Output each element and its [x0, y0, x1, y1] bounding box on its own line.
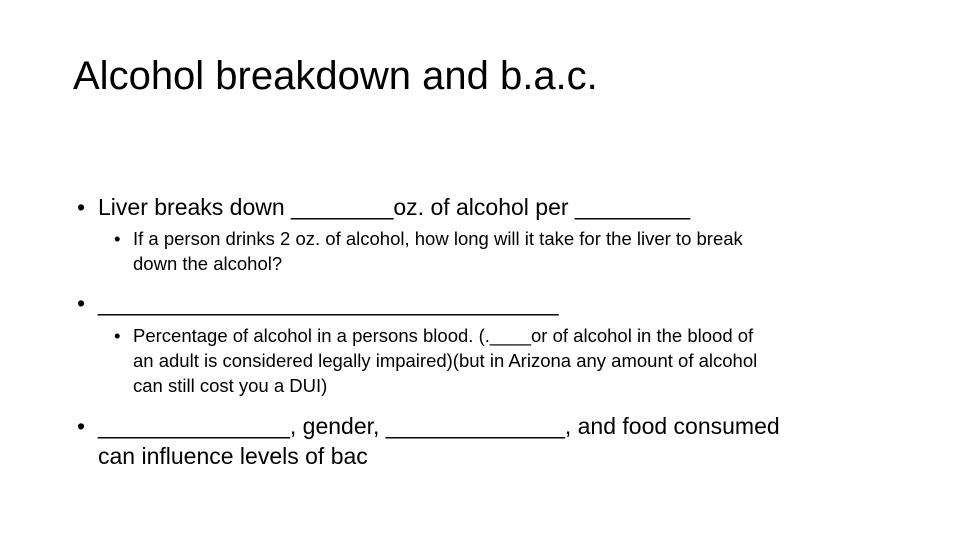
bullet-text-line: Percentage of alcohol in a persons blood. (.____or of alcohol in the blood of [133, 325, 754, 346]
bullet-text: Liver breaks down ________oz. of alcohol per _________ [98, 194, 691, 220]
bullet-bac-factors [77, 411, 780, 471]
bullet-text-line: down the alcohol? [133, 253, 283, 274]
bullet-dot: • [114, 325, 121, 346]
slide-title: Alcohol breakdown and b.a.c. [73, 54, 598, 98]
bullet-text-line: can influence levels of bac [98, 443, 368, 469]
bullet-text-line: can still cost you a DUI) [133, 375, 328, 396]
bullet-dot: • [77, 194, 86, 220]
bullet-liver-breakdown [77, 192, 691, 222]
bullet-text-line: If a person drinks 2 oz. of alcohol, how long will it take for the liver to break [133, 228, 743, 249]
bullet-dot: • [77, 290, 86, 316]
bullet-dot: • [77, 413, 86, 439]
subbullet-bac-definition [114, 323, 758, 398]
bullet-text-line: an adult is considered legally impaired)(but in Arizona any amount of alcohol [133, 350, 758, 371]
bullet-blank-term [77, 288, 559, 318]
bullet-text: ____________________________________ [98, 290, 559, 316]
subbullet-liver-question [114, 226, 743, 276]
bullet-text-line: _______________, gender, ______________, and food consumed [98, 413, 780, 439]
bullet-dot: • [114, 228, 121, 249]
